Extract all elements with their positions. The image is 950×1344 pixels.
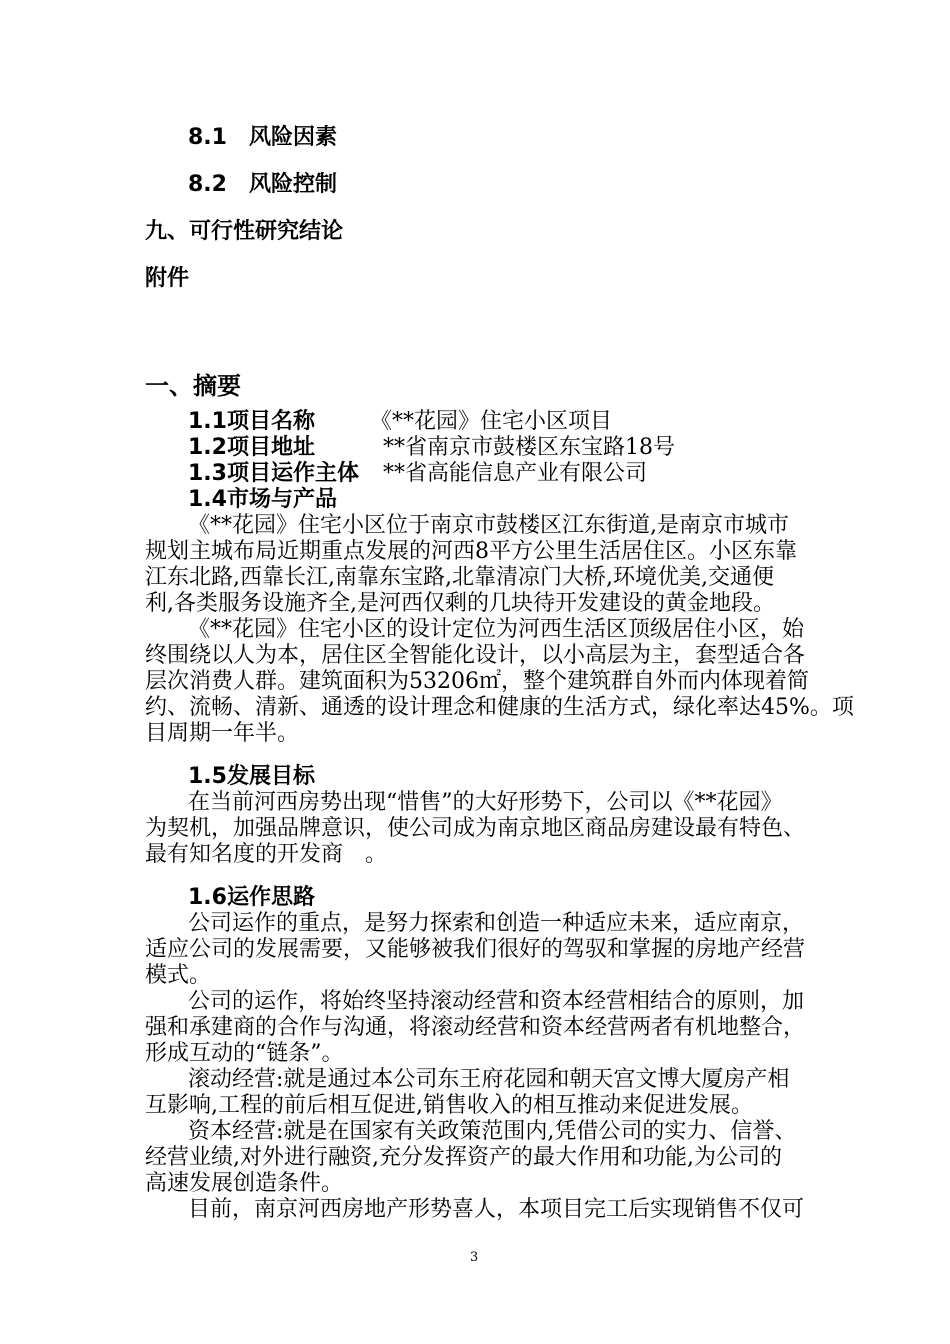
text-line: 资本经营:就是在国家有关政策范围内,凭借公司的实力、信誉、 [188,1119,797,1144]
text-line: 在当前河西房势出现“惜售”的大好形势下，公司以《**花园》 [188,790,783,815]
text-line: 目周期一年半。 [145,721,300,746]
text-line: 强和承建商的合作与沟通，将滚动经营和资本经营两者有机地整合， [145,1015,806,1040]
item-value: **省南京市鼓楼区东宝路18号 [383,435,675,460]
text-line: 终围绕以人为本，居住区全智能化设计，以小高层为主，套型适合各 [145,643,806,668]
item-key: 1.3项目运作主体 [188,461,359,486]
subheading-1-6: 1.6运作思路 [188,885,315,910]
text-line: 约、流畅、清新、通透的设计理念和健康的生活方式，绿化率达45%。项 [145,695,854,720]
subheading-1-4: 1.4市场与产品 [188,487,337,512]
toc-item-9: 九、可行性研究结论 [145,219,344,244]
item-value: 《**花园》住宅小区项目 [370,409,613,434]
text-line: 互影响,工程的前后相互促进,销售收入的相互推动来促进发展。 [145,1093,753,1118]
text-line: 目前，南京河西房地产形势喜人，本项目完工后实现销售不仅可 [188,1197,805,1222]
subheading-1-5: 1.5发展目标 [188,764,315,789]
text-line: 为契机，加强品牌意识，使公司成为南京地区商品房建设最有特色、 [145,816,806,841]
text-line: 经营业绩,对外进行融资,充分发挥资产的最大作用和功能,为公司的 [145,1145,782,1170]
text-line: 规划主城布局近期重点发展的河西8平方公里生活居住区。小区东靠 [145,539,797,564]
text-line: 公司运作的重点，是努力探索和创造一种适应未来，适应南京， [188,911,805,936]
text-line: 高速发展创造条件。 [145,1171,344,1196]
text-line: 滚动经营:就是通过本公司东王府花园和朝天宫文博大厦房产相 [188,1067,790,1092]
text-line: 模式。 [145,963,212,988]
item-key: 1.1项目名称 [188,409,315,434]
text-line: 《**花园》住宅小区的设计定位为河西生活区顶级居住小区，始 [188,617,805,642]
toc-item-8-2: 8.2 风险控制 [188,172,337,197]
text-line: 公司的运作，将始终坚持滚动经营和资本经营相结合的原则，加 [188,989,805,1014]
toc-item-8-1: 8.1 风险因素 [188,125,337,150]
item-value: **省高能信息产业有限公司 [383,461,648,486]
text-line: 适应公司的发展需要，又能够被我们很好的驾驭和掌握的房地产经营 [145,937,806,962]
item-key: 1.2项目地址 [188,435,315,460]
toc-attachments: 附件 [145,266,190,291]
text-line: 层次消费人群。建筑面积为53206㎡，整个建筑群自外而内体现着简 [145,669,809,694]
text-line: 《**花园》住宅小区位于南京市鼓楼区江东街道,是南京市城市 [188,513,789,538]
text-line: 江东北路,西靠长江,南靠东宝路,北靠清凉门大桥,环境优美,交通便 [145,565,774,590]
section-heading: 一、摘要 [145,372,241,400]
text-line: 利,各类服务设施齐全,是河西仅剩的几块待开发建设的黄金地段。 [145,591,775,616]
text-line: 形成互动的“链条”。 [145,1041,344,1066]
text-line: 最有知名度的开发商 。 [145,842,388,867]
page-number: 3 [470,1250,479,1265]
